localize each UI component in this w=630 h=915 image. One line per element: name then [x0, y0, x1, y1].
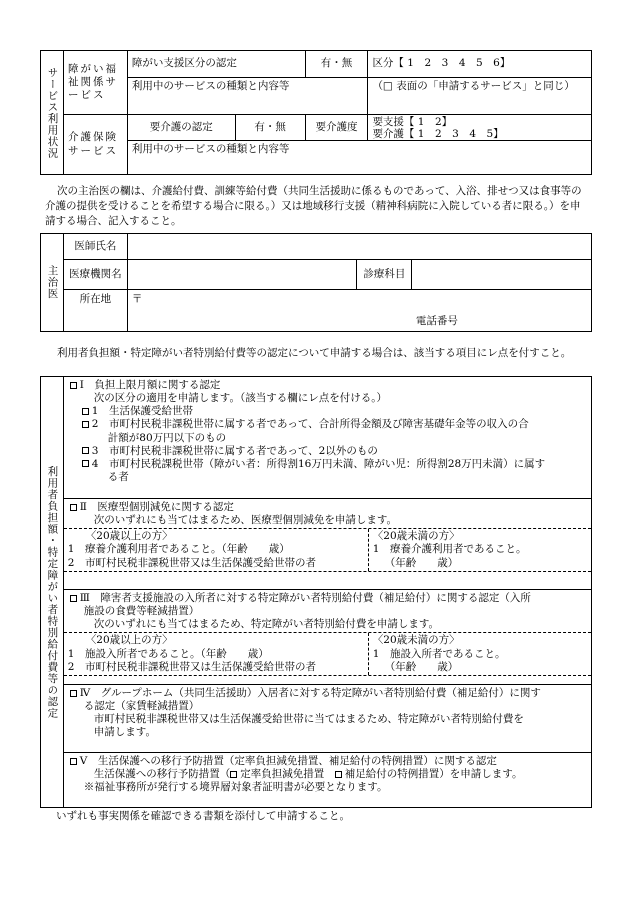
care-level-label: 要介護の認定 [127, 115, 235, 141]
section-3-line: 次のいずれにも当てはまるため、特定障がい者特別給付費を申請します。 [93, 618, 440, 631]
address-field[interactable] [127, 290, 591, 332]
section-1 [64, 377, 591, 498]
doctor-instruction: 次の主治医の欄は、介護給付費、訓練等給付費（共同生活援助に係るものであって、入浴、排せつ又は食事等の介護の提供を受けることを希望する場合に限る。）又は地域移行支援（精神科病院に入院している者に限る。）を申請する場合、記入すること。 [45, 185, 582, 227]
s2-over20-item1: 1 療養介護利用者であること。（年齢 歳） [67, 543, 290, 556]
section-3-title: Ⅲ 障害者支援施設の入所者に対する特定障がい者特別給付費（補足給付）に関する認定（入所 [79, 592, 531, 604]
s3-over20-head: 〈20歳以上の方〉 [85, 634, 173, 647]
s3-under20-age: （年齢 歳） [384, 660, 459, 673]
service-usage-side-label: サービス利用状況 [41, 51, 64, 175]
section-5-title: Ⅴ 生活保護への移行予防措置（定率負担減免措置、補足給付の特例措置）に関する認定 [79, 755, 497, 767]
s1-item2-checkbox[interactable] [82, 421, 89, 428]
s5-option1-text: 定率負担減免措置 [240, 768, 335, 781]
care-degree-label: 要介護度 [305, 115, 368, 141]
s5-option2-checkbox[interactable] [335, 771, 342, 778]
doctor-name-label: 医師氏名 [63, 234, 127, 260]
section-4-line: 市町村民税非課税世帯又は生活保護受給世帯に当てはまるため、特定障がい者特別給付費を [93, 713, 524, 726]
care-insurance-label: 介護保険サービス [63, 115, 127, 175]
s1-item2-text-cont: 計額が80万円以下のもの [107, 431, 227, 444]
section-3-conditions [64, 632, 591, 675]
section-2-line: 次のいずれにも当てはまるため、医療型個別減免を申請します。 [93, 514, 398, 527]
service-usage-table [40, 50, 592, 175]
section-1-line: 次の区分の適用を申請します。（該当する欄にレ点を付ける。） [93, 392, 387, 405]
support-level-label: 障がい支援区分の認定 [127, 51, 305, 78]
doctor-table [40, 233, 592, 332]
s5-option1-checkbox[interactable] [230, 771, 237, 778]
s1-item4-text-cont: る者 [107, 470, 129, 483]
section-4-title: Ⅳ グループホーム（共同生活援助）入居者に対する特定障がい者特別給付費（補足給付）に関す [79, 687, 541, 699]
institution-label: 医療機関名 [63, 260, 127, 290]
s2-under20-age: （年齢 歳） [384, 556, 459, 569]
s3-under20-item1: 1 施設入所者であること。 [372, 647, 506, 660]
section-5-note: ※福祉事務所が発行する境界層対象者証明書が必要となります。 [83, 781, 388, 794]
s1-item4-checkbox[interactable] [82, 460, 89, 467]
s1-item1-text: 1 生活保護受給世帯 [91, 405, 193, 418]
s1-item3-text: 3 市町村民税非課税世帯に属する者であって、2以外のもの [91, 444, 378, 457]
section-2 [64, 498, 591, 589]
s5-option2-text: 補足給付の特例措置）を申請します。 [344, 768, 523, 781]
s1-item3-checkbox[interactable] [82, 447, 89, 454]
section-4-line-cont: 申請します。 [93, 726, 156, 739]
s3-over20-item2: 2 市町村民税非課税世帯又は生活保護受給世帯の者 [67, 660, 316, 673]
care-kaigo-value: 要介護【 1 2 3 4 5】 [372, 127, 504, 140]
s3-over20-item1: 1 施設入所者であること。（年齢 歳） [67, 647, 269, 660]
doctor-name-field[interactable] [127, 234, 591, 260]
section-2-checkbox[interactable] [70, 504, 77, 511]
doctor-side-label: 主治医 [41, 234, 64, 332]
section-2-title: Ⅱ 医療型個別減免に関する認定 [79, 501, 234, 513]
s2-over20-head: 〈20歳以上の方〉 [85, 530, 173, 543]
s1-item2-text: 2 市町村民税非課税世帯に属する者であって、合計所得金額及び障害基礎年金等の収入の合 [91, 418, 529, 431]
institution-field[interactable] [127, 260, 357, 290]
section-4-checkbox[interactable] [70, 690, 77, 697]
welfare-usage-label: 利用中のサービスの種類と内容等 [127, 78, 368, 115]
s1-item4-text: 4 市町村民税課税世帯（障がい者：所得割16万円未満、障がい児：所得割28万円未満）に属す [91, 457, 546, 470]
postal-mark: 〒 [131, 293, 143, 305]
burden-table [40, 376, 592, 808]
address-label: 所在地 [63, 290, 127, 332]
section-5-checkbox[interactable] [70, 758, 77, 765]
section-4 [64, 684, 591, 752]
section-3-title-cont: 施設の食費等軽減措置） [83, 605, 200, 618]
care-degree-values[interactable] [368, 115, 592, 141]
section-5-line: 生活保護への移行予防措置（ [93, 768, 231, 781]
section-3-checkbox[interactable] [70, 595, 77, 602]
section-4-title-cont: る認定（家賃軽減措置） [83, 700, 200, 713]
section-2-conditions [64, 528, 591, 571]
department-field[interactable] [412, 260, 592, 290]
care-usage-label: 利用中のサービスの種類と内容等 [127, 141, 591, 175]
phone-label: 電話番号 [415, 315, 458, 327]
section-1-title: Ⅰ 負担上限月額に関する認定 [79, 379, 221, 391]
care-level-yes-no[interactable]: 有・無 [235, 115, 305, 141]
support-level-yes-no[interactable]: 有・無 [305, 51, 368, 78]
s1-item1-checkbox[interactable] [82, 408, 89, 415]
s2-under20-item1: 1 療養介護利用者であること。 [372, 543, 527, 556]
section-1-checkbox[interactable] [70, 382, 77, 389]
care-shien-value: 要支援【 1 2】 [372, 115, 453, 128]
section-3 [64, 589, 591, 684]
welfare-service-label: 障がい福祉関係サービス [63, 51, 127, 115]
s3-under20-head: 〈20歳未満の方〉 [372, 634, 460, 647]
burden-side-label: 利用者負担額・特定障がい者特別給付費等の認定 [41, 377, 64, 808]
support-level-kubun[interactable]: 区分【 1 2 3 4 5 6】 [368, 51, 592, 78]
burden-instruction: 利用者負担額・特定障がい者特別給付費等の認定について申請する場合は、該当する項目にレ点を付すこと。 [57, 347, 572, 359]
footer-note: いずれも事実関係を確認できる書類を添付して申請すること。 [56, 810, 350, 822]
welfare-usage-note[interactable]: （□ 表面の「申請するサービス」と同じ） [368, 78, 592, 115]
s2-over20-item2: 2 市町村民税非課税世帯又は生活保護受給世帯の者 [67, 556, 316, 569]
department-label: 診療科目 [357, 260, 412, 290]
s2-under20-head: 〈20歳未満の方〉 [372, 530, 460, 543]
section-5 [64, 752, 591, 807]
